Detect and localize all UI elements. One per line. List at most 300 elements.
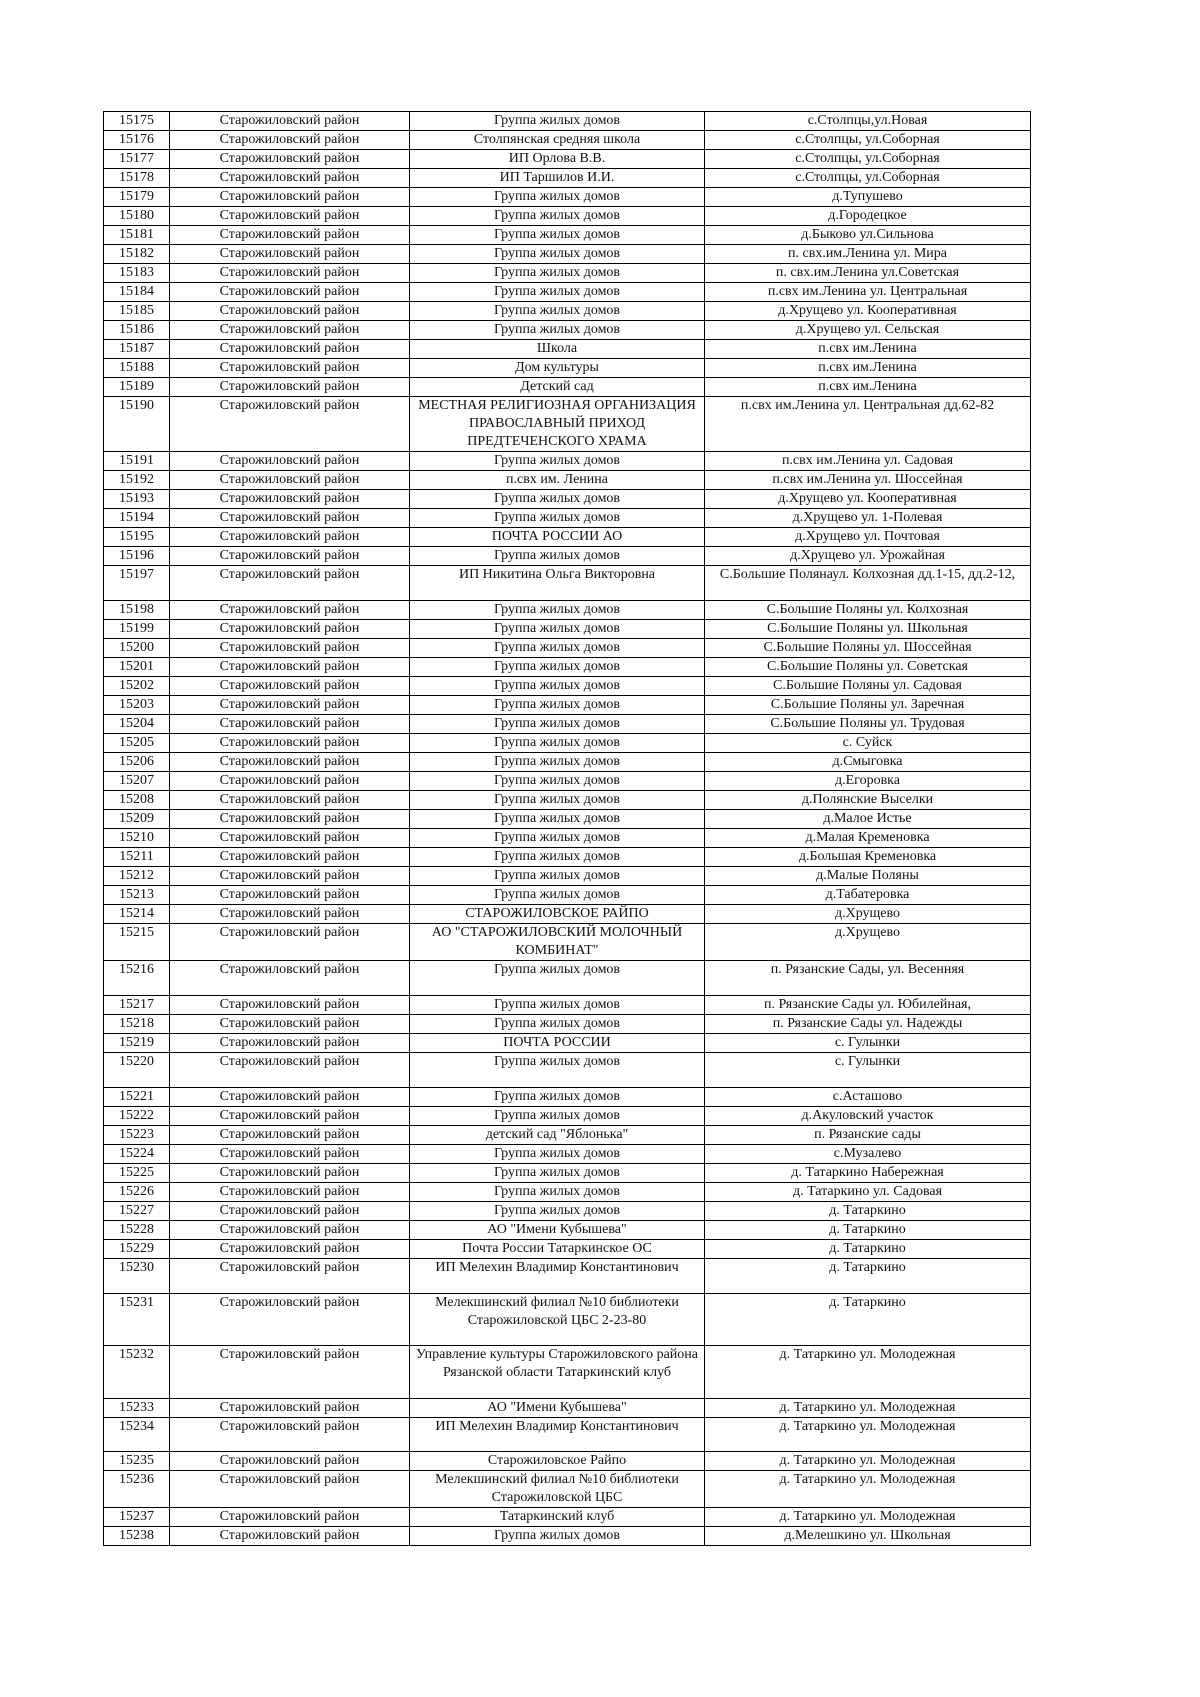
row-number-cell: 15212: [104, 866, 170, 885]
object-name-cell: Группа жилых домов: [410, 885, 705, 904]
table-body: [104, 112, 1031, 1546]
table-row: [104, 397, 1031, 452]
district-cell: Старожиловский район: [170, 1398, 410, 1417]
object-name-cell: АО "СТАРОЖИЛОВСКИЙ МОЛОЧНЫЙ КОМБИНАТ": [410, 923, 705, 960]
district-cell: Старожиловский район: [170, 1033, 410, 1052]
address-cell: д.Мелешкино ул. Школьная: [705, 1527, 1031, 1546]
table-row: [104, 828, 1031, 847]
object-name-cell: ИП Таршилов И.И.: [410, 169, 705, 188]
row-number-cell: 15198: [104, 600, 170, 619]
table-row: [104, 1293, 1031, 1346]
object-name-cell: Группа жилых домов: [410, 638, 705, 657]
address-cell: д.Тупушево: [705, 188, 1031, 207]
table-row: [104, 490, 1031, 509]
address-cell: с. Суйск: [705, 733, 1031, 752]
district-cell: Старожиловский район: [170, 169, 410, 188]
object-name-cell: Дом культуры: [410, 359, 705, 378]
object-name-cell: Группа жилых домов: [410, 1144, 705, 1163]
row-number-cell: 15208: [104, 790, 170, 809]
object-name-cell: Группа жилых домов: [410, 866, 705, 885]
district-cell: Старожиловский район: [170, 866, 410, 885]
row-number-cell: 15184: [104, 283, 170, 302]
address-cell: д. Татаркино: [705, 1293, 1031, 1346]
district-cell: Старожиловский район: [170, 619, 410, 638]
district-cell: Старожиловский район: [170, 1106, 410, 1125]
address-cell: п.свх им.Ленина ул. Центральная дд.62-82: [705, 397, 1031, 452]
table-row: [104, 1346, 1031, 1399]
table-row: [104, 359, 1031, 378]
district-cell: Старожиловский район: [170, 112, 410, 131]
object-name-cell: ПОЧТА РОССИИ АО: [410, 528, 705, 547]
row-number-cell: 15236: [104, 1471, 170, 1508]
object-name-cell: Группа жилых домов: [410, 547, 705, 566]
object-name-cell: Татаркинский клуб: [410, 1508, 705, 1527]
object-name-cell: Группа жилых домов: [410, 752, 705, 771]
row-number-cell: 15185: [104, 302, 170, 321]
row-number-cell: 15196: [104, 547, 170, 566]
table-row: [104, 638, 1031, 657]
table-row: [104, 1417, 1031, 1452]
object-name-cell: Группа жилых домов: [410, 302, 705, 321]
address-cell: с. Гулынки: [705, 1033, 1031, 1052]
table-row: [104, 809, 1031, 828]
address-cell: с.Столпцы, ул.Соборная: [705, 150, 1031, 169]
row-number-cell: 15204: [104, 714, 170, 733]
row-number-cell: 15202: [104, 676, 170, 695]
object-name-cell: Группа жилых домов: [410, 1163, 705, 1182]
object-name-cell: Группа жилых домов: [410, 1527, 705, 1546]
table-row: [104, 547, 1031, 566]
address-cell: п. Рязанские сады: [705, 1125, 1031, 1144]
row-number-cell: 15203: [104, 695, 170, 714]
district-cell: Старожиловский район: [170, 321, 410, 340]
row-number-cell: 15232: [104, 1346, 170, 1399]
table-row: [104, 188, 1031, 207]
address-cell: п.свх им.Ленина ул. Центральная: [705, 283, 1031, 302]
object-name-cell: Почта России Татаркинское ОС: [410, 1239, 705, 1258]
address-cell: д.Хрущево ул. Кооперативная: [705, 302, 1031, 321]
table-row: [104, 866, 1031, 885]
row-number-cell: 15180: [104, 207, 170, 226]
row-number-cell: 15227: [104, 1201, 170, 1220]
table-row: [104, 1201, 1031, 1220]
object-name-cell: Группа жилых домов: [410, 733, 705, 752]
table-row: [104, 264, 1031, 283]
address-cell: д.Хрущево ул. Кооперативная: [705, 490, 1031, 509]
address-cell: С.Большие Поляны ул. Трудовая: [705, 714, 1031, 733]
district-cell: Старожиловский район: [170, 471, 410, 490]
district-cell: Старожиловский район: [170, 714, 410, 733]
table-row: [104, 1527, 1031, 1546]
object-name-cell: Группа жилых домов: [410, 452, 705, 471]
table-row: [104, 378, 1031, 397]
address-cell: д. Татаркино: [705, 1239, 1031, 1258]
table-row: [104, 169, 1031, 188]
address-cell: д.Малые Поляны: [705, 866, 1031, 885]
table-row: [104, 1239, 1031, 1258]
address-cell: с.Столпцы,ул.Новая: [705, 112, 1031, 131]
district-cell: Старожиловский район: [170, 695, 410, 714]
table-row: [104, 904, 1031, 923]
district-cell: Старожиловский район: [170, 1201, 410, 1220]
table-row: [104, 1220, 1031, 1239]
row-number-cell: 15178: [104, 169, 170, 188]
row-number-cell: 15197: [104, 566, 170, 601]
row-number-cell: 15231: [104, 1293, 170, 1346]
address-cell: п.свх им.Ленина: [705, 340, 1031, 359]
table-row: [104, 1144, 1031, 1163]
row-number-cell: 15176: [104, 131, 170, 150]
table-row: [104, 321, 1031, 340]
address-cell: д. Татаркино ул. Молодежная: [705, 1452, 1031, 1471]
object-name-cell: Группа жилых домов: [410, 283, 705, 302]
row-number-cell: 15224: [104, 1144, 170, 1163]
address-cell: С.Большие Поляны ул. Шоссейная: [705, 638, 1031, 657]
address-cell: д. Татаркино ул. Садовая: [705, 1182, 1031, 1201]
row-number-cell: 15218: [104, 1014, 170, 1033]
row-number-cell: 15217: [104, 995, 170, 1014]
table-row: [104, 752, 1031, 771]
district-cell: Старожиловский район: [170, 1452, 410, 1471]
address-cell: с. Гулынки: [705, 1052, 1031, 1087]
district-cell: Старожиловский район: [170, 771, 410, 790]
district-cell: Старожиловский район: [170, 131, 410, 150]
row-number-cell: 15177: [104, 150, 170, 169]
district-cell: Старожиловский район: [170, 960, 410, 995]
table-row: [104, 471, 1031, 490]
table-row: [104, 1052, 1031, 1087]
object-name-cell: Группа жилых домов: [410, 264, 705, 283]
address-cell: д.Табатеровка: [705, 885, 1031, 904]
row-number-cell: 15192: [104, 471, 170, 490]
district-cell: Старожиловский район: [170, 547, 410, 566]
table-row: [104, 1125, 1031, 1144]
district-cell: Старожиловский район: [170, 1508, 410, 1527]
table-row: [104, 714, 1031, 733]
district-cell: Старожиловский район: [170, 378, 410, 397]
object-name-cell: Группа жилых домов: [410, 828, 705, 847]
district-cell: Старожиловский район: [170, 904, 410, 923]
object-name-cell: Группа жилых домов: [410, 809, 705, 828]
district-cell: Старожиловский район: [170, 923, 410, 960]
district-cell: Старожиловский район: [170, 1125, 410, 1144]
table-row: [104, 771, 1031, 790]
address-cell: д.Хрущево ул. Почтовая: [705, 528, 1031, 547]
object-name-cell: Школа: [410, 340, 705, 359]
row-number-cell: 15205: [104, 733, 170, 752]
row-number-cell: 15210: [104, 828, 170, 847]
table-row: [104, 1087, 1031, 1106]
district-cell: Старожиловский район: [170, 638, 410, 657]
object-name-cell: Группа жилых домов: [410, 960, 705, 995]
object-name-cell: Группа жилых домов: [410, 771, 705, 790]
table-row: [104, 1163, 1031, 1182]
district-cell: Старожиловский район: [170, 452, 410, 471]
object-name-cell: Группа жилых домов: [410, 714, 705, 733]
object-name-cell: Детский сад: [410, 378, 705, 397]
table-row: [104, 509, 1031, 528]
address-cell: с.Музалево: [705, 1144, 1031, 1163]
district-cell: Старожиловский район: [170, 1239, 410, 1258]
row-number-cell: 15226: [104, 1182, 170, 1201]
object-name-cell: Группа жилых домов: [410, 600, 705, 619]
object-name-cell: Группа жилых домов: [410, 509, 705, 528]
address-cell: д.Малое Истье: [705, 809, 1031, 828]
row-number-cell: 15216: [104, 960, 170, 995]
address-cell: п.свх им.Ленина: [705, 359, 1031, 378]
district-cell: Старожиловский район: [170, 1471, 410, 1508]
table-row: [104, 1508, 1031, 1527]
object-name-cell: Столпянская средняя школа: [410, 131, 705, 150]
object-name-cell: Старожиловское Райпо: [410, 1452, 705, 1471]
row-number-cell: 15220: [104, 1052, 170, 1087]
address-cell: д.Хрущево: [705, 904, 1031, 923]
address-cell: С.Большие Полянаул. Колхозная дд.1-15, дд.2-12,: [705, 566, 1031, 601]
object-name-cell: Группа жилых домов: [410, 695, 705, 714]
district-cell: Старожиловский район: [170, 566, 410, 601]
district-cell: Старожиловский район: [170, 733, 410, 752]
row-number-cell: 15194: [104, 509, 170, 528]
object-name-cell: Группа жилых домов: [410, 790, 705, 809]
row-number-cell: 15223: [104, 1125, 170, 1144]
district-cell: Старожиловский район: [170, 847, 410, 866]
object-name-cell: ПОЧТА РОССИИ: [410, 1033, 705, 1052]
district-cell: Старожиловский район: [170, 1163, 410, 1182]
address-cell: д. Татаркино: [705, 1220, 1031, 1239]
object-name-cell: ИП Мелехин Владимир Константинович: [410, 1417, 705, 1452]
object-name-cell: АО "Имени Кубышева": [410, 1220, 705, 1239]
row-number-cell: 15175: [104, 112, 170, 131]
row-number-cell: 15214: [104, 904, 170, 923]
row-number-cell: 15238: [104, 1527, 170, 1546]
row-number-cell: 15209: [104, 809, 170, 828]
row-number-cell: 15183: [104, 264, 170, 283]
district-cell: Старожиловский район: [170, 995, 410, 1014]
address-cell: д.Егоровка: [705, 771, 1031, 790]
district-cell: Старожиловский район: [170, 150, 410, 169]
address-cell: С.Большие Поляны ул. Школьная: [705, 619, 1031, 638]
row-number-cell: 15187: [104, 340, 170, 359]
address-cell: с.Столпцы, ул.Соборная: [705, 169, 1031, 188]
row-number-cell: 15207: [104, 771, 170, 790]
address-cell: д.Хрущево ул. Урожайная: [705, 547, 1031, 566]
table-row: [104, 960, 1031, 995]
object-name-cell: МЕСТНАЯ РЕЛИГИОЗНАЯ ОРГАНИЗАЦИЯ ПРАВОСЛАВНЫЙ ПРИХОД ПРЕДТЕЧЕНСКОГО ХРАМА: [410, 397, 705, 452]
district-cell: Старожиловский район: [170, 264, 410, 283]
data-table: [103, 111, 1031, 1546]
district-cell: Старожиловский район: [170, 509, 410, 528]
object-name-cell: Мелекшинский филиал №10 библиотеки Старожиловской ЦБС: [410, 1471, 705, 1508]
district-cell: Старожиловский район: [170, 657, 410, 676]
object-name-cell: Группа жилых домов: [410, 847, 705, 866]
district-cell: Старожиловский район: [170, 1087, 410, 1106]
table-row: [104, 733, 1031, 752]
object-name-cell: Группа жилых домов: [410, 490, 705, 509]
object-name-cell: АО "Имени Кубышева": [410, 1398, 705, 1417]
row-number-cell: 15179: [104, 188, 170, 207]
table-row: [104, 847, 1031, 866]
district-cell: Старожиловский район: [170, 885, 410, 904]
district-cell: Старожиловский район: [170, 1417, 410, 1452]
row-number-cell: 15193: [104, 490, 170, 509]
table-row: [104, 1452, 1031, 1471]
row-number-cell: 15221: [104, 1087, 170, 1106]
object-name-cell: ИП Никитина Ольга Викторовна: [410, 566, 705, 601]
object-name-cell: Группа жилых домов: [410, 321, 705, 340]
address-cell: С.Большие Поляны ул. Садовая: [705, 676, 1031, 695]
district-cell: Старожиловский район: [170, 226, 410, 245]
district-cell: Старожиловский район: [170, 1052, 410, 1087]
object-name-cell: Группа жилых домов: [410, 112, 705, 131]
row-number-cell: 15230: [104, 1258, 170, 1293]
row-number-cell: 15191: [104, 452, 170, 471]
row-number-cell: 15228: [104, 1220, 170, 1239]
district-cell: Старожиловский район: [170, 245, 410, 264]
address-cell: п.свх им.Ленина: [705, 378, 1031, 397]
address-cell: д.Акуловский участок: [705, 1106, 1031, 1125]
address-cell: д. Татаркино: [705, 1258, 1031, 1293]
object-name-cell: Группа жилых домов: [410, 245, 705, 264]
object-name-cell: Группа жилых домов: [410, 207, 705, 226]
district-cell: Старожиловский район: [170, 359, 410, 378]
table-row: [104, 1033, 1031, 1052]
address-cell: д.Городецкое: [705, 207, 1031, 226]
row-number-cell: 15234: [104, 1417, 170, 1452]
row-number-cell: 15195: [104, 528, 170, 547]
table-row: [104, 1182, 1031, 1201]
table-row: [104, 566, 1031, 601]
object-name-cell: Группа жилых домов: [410, 1201, 705, 1220]
row-number-cell: 15213: [104, 885, 170, 904]
address-cell: д.Хрущево ул. Сельская: [705, 321, 1031, 340]
object-name-cell: Управление культуры Старожиловского района Рязанской области Татаркинский клуб: [410, 1346, 705, 1399]
address-cell: п.свх им.Ленина ул. Шоссейная: [705, 471, 1031, 490]
object-name-cell: п.свх им. Ленина: [410, 471, 705, 490]
district-cell: Старожиловский район: [170, 809, 410, 828]
table-row: [104, 790, 1031, 809]
row-number-cell: 15229: [104, 1239, 170, 1258]
table-row: [104, 112, 1031, 131]
object-name-cell: Группа жилых домов: [410, 657, 705, 676]
table-row: [104, 131, 1031, 150]
district-cell: Старожиловский район: [170, 790, 410, 809]
address-cell: д.Большая Кременовка: [705, 847, 1031, 866]
address-cell: д.Малая Кременовка: [705, 828, 1031, 847]
district-cell: Старожиловский район: [170, 207, 410, 226]
row-number-cell: 15182: [104, 245, 170, 264]
table-row: [104, 150, 1031, 169]
object-name-cell: Группа жилых домов: [410, 188, 705, 207]
row-number-cell: 15186: [104, 321, 170, 340]
address-cell: д. Татаркино ул. Молодежная: [705, 1398, 1031, 1417]
row-number-cell: 15233: [104, 1398, 170, 1417]
address-cell: д.Смыговка: [705, 752, 1031, 771]
object-name-cell: Группа жилых домов: [410, 1087, 705, 1106]
address-cell: д.Хрущево ул. 1-Полевая: [705, 509, 1031, 528]
address-cell: С.Большие Поляны ул. Советская: [705, 657, 1031, 676]
object-name-cell: ИП Орлова В.В.: [410, 150, 705, 169]
address-cell: д. Татаркино ул. Молодежная: [705, 1346, 1031, 1399]
row-number-cell: 15199: [104, 619, 170, 638]
table-row: [104, 676, 1031, 695]
address-cell: д. Татаркино Набережная: [705, 1163, 1031, 1182]
address-cell: д. Татаркино: [705, 1201, 1031, 1220]
row-number-cell: 15222: [104, 1106, 170, 1125]
table-row: [104, 283, 1031, 302]
address-cell: п. Рязанские Сады ул. Юбилейная,: [705, 995, 1031, 1014]
row-number-cell: 15188: [104, 359, 170, 378]
object-name-cell: ИП Мелехин Владимир Константинович: [410, 1258, 705, 1293]
row-number-cell: 15190: [104, 397, 170, 452]
object-name-cell: Группа жилых домов: [410, 1052, 705, 1087]
address-cell: п.свх им.Ленина ул. Садовая: [705, 452, 1031, 471]
row-number-cell: 15181: [104, 226, 170, 245]
object-name-cell: Группа жилых домов: [410, 676, 705, 695]
table-row: [104, 245, 1031, 264]
row-number-cell: 15206: [104, 752, 170, 771]
district-cell: Старожиловский район: [170, 1258, 410, 1293]
table-row: [104, 1106, 1031, 1125]
district-cell: Старожиловский район: [170, 752, 410, 771]
district-cell: Старожиловский район: [170, 188, 410, 207]
object-name-cell: Группа жилых домов: [410, 1014, 705, 1033]
row-number-cell: 15225: [104, 1163, 170, 1182]
table-row: [104, 207, 1031, 226]
table-row: [104, 1398, 1031, 1417]
address-cell: п. свх.им.Ленина ул.Советская: [705, 264, 1031, 283]
row-number-cell: 15189: [104, 378, 170, 397]
table-row: [104, 995, 1031, 1014]
district-cell: Старожиловский район: [170, 1527, 410, 1546]
district-cell: Старожиловский район: [170, 1293, 410, 1346]
table-row: [104, 885, 1031, 904]
row-number-cell: 15215: [104, 923, 170, 960]
address-cell: С.Большие Поляны ул. Заречная: [705, 695, 1031, 714]
district-cell: Старожиловский район: [170, 283, 410, 302]
address-cell: С.Большие Поляны ул. Колхозная: [705, 600, 1031, 619]
address-cell: п. Рязанские Сады, ул. Весенняя: [705, 960, 1031, 995]
row-number-cell: 15237: [104, 1508, 170, 1527]
address-cell: с.Столпцы, ул.Соборная: [705, 131, 1031, 150]
object-name-cell: Группа жилых домов: [410, 1182, 705, 1201]
district-cell: Старожиловский район: [170, 490, 410, 509]
table-row: [104, 923, 1031, 960]
object-name-cell: Группа жилых домов: [410, 995, 705, 1014]
object-name-cell: детский сад "Яблонька": [410, 1125, 705, 1144]
object-name-cell: Группа жилых домов: [410, 1106, 705, 1125]
object-name-cell: СТАРОЖИЛОВСКОЕ РАЙПО: [410, 904, 705, 923]
address-cell: д. Татаркино ул. Молодежная: [705, 1471, 1031, 1508]
object-name-cell: Группа жилых домов: [410, 226, 705, 245]
row-number-cell: 15200: [104, 638, 170, 657]
row-number-cell: 15211: [104, 847, 170, 866]
table-row: [104, 452, 1031, 471]
table-row: [104, 528, 1031, 547]
address-cell: п. Рязанские Сады ул. Надежды: [705, 1014, 1031, 1033]
table-row: [104, 340, 1031, 359]
district-cell: Старожиловский район: [170, 676, 410, 695]
district-cell: Старожиловский район: [170, 1014, 410, 1033]
table-row: [104, 302, 1031, 321]
address-cell: п. свх.им.Ленина ул. Мира: [705, 245, 1031, 264]
table-row: [104, 619, 1031, 638]
table-row: [104, 657, 1031, 676]
address-cell: д.Хрущево: [705, 923, 1031, 960]
address-cell: д. Татаркино ул. Молодежная: [705, 1417, 1031, 1452]
district-cell: Старожиловский район: [170, 1220, 410, 1239]
table-row: [104, 1258, 1031, 1293]
district-cell: Старожиловский район: [170, 340, 410, 359]
